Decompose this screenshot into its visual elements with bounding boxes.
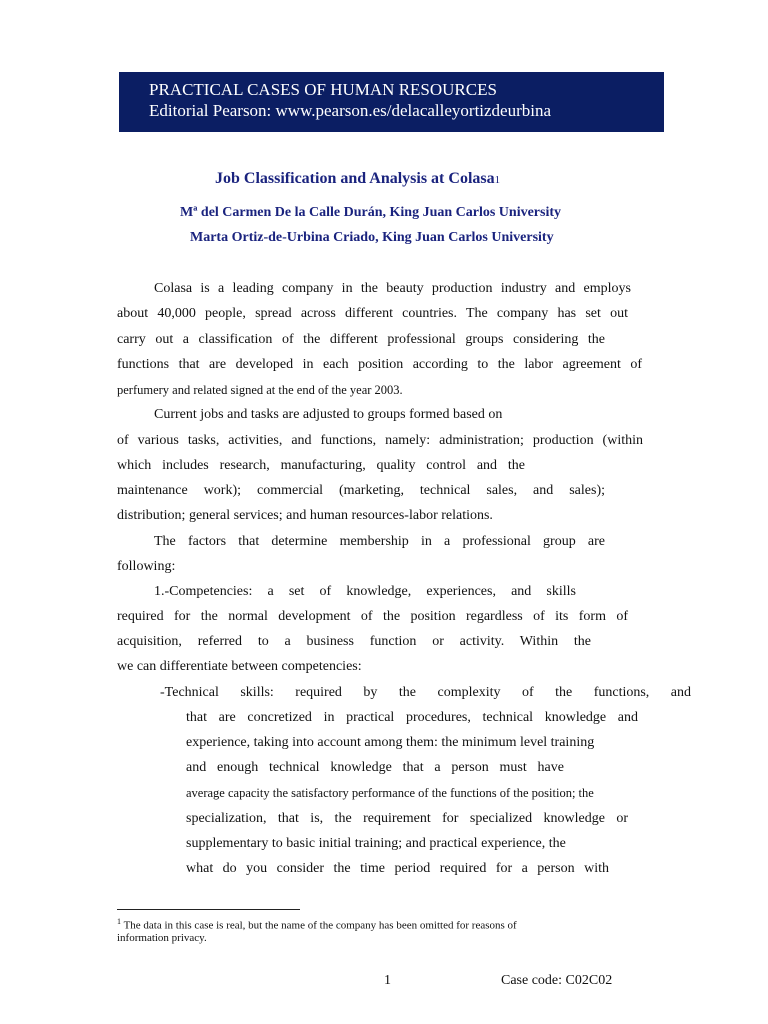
banner-publisher-line: Editorial Pearson: www.pearson.es/delacalleyortizdeurbina xyxy=(149,101,552,120)
body-line: average capacity the satisfactory performance of the functions of the position; the xyxy=(186,786,594,800)
case-code: Case code: C02C02 xyxy=(501,973,613,988)
body-line: 1.-Competencies: a set of knowledge, experiences, and skills xyxy=(154,584,576,599)
footnote-divider xyxy=(117,909,300,910)
body-line: perfumery and related signed at the end of the year 2003. xyxy=(117,383,403,397)
body-line: acquisition, referred to a business function or activity. Within the xyxy=(117,634,591,649)
body-line: what do you consider the time period required for a person with xyxy=(186,861,609,876)
body-line: which includes research, manufacturing, quality control and the xyxy=(117,458,525,473)
body-line: supplementary to basic initial training; and practical experience, the xyxy=(186,836,566,851)
body-line: maintenance work); commercial (marketing, technical sales, and sales); xyxy=(117,483,605,498)
footnote-mark: 1 xyxy=(117,917,121,926)
body-line: of various tasks, activities, and functions, namely: administration; production (within xyxy=(117,433,643,448)
body-line: required for the normal development of the position regardless of its form of xyxy=(117,609,628,624)
footnote-line-1 xyxy=(117,915,517,933)
body-line: we can differentiate between competencies: xyxy=(117,659,362,674)
page-number: 1 xyxy=(384,973,391,988)
body-line: that are concretized in practical procedures, technical knowledge and xyxy=(186,710,638,725)
author-1: Mª del Carmen De la Calle Durán, King Juan Carlos University xyxy=(180,205,562,220)
body-line: The factors that determine membership in a professional group are xyxy=(154,534,605,549)
body-line: carry out a classification of the different professional groups considering the xyxy=(117,332,605,347)
body-line: distribution; general services; and human resources-labor relations. xyxy=(117,508,493,523)
author-2: Marta Ortiz-de-Urbina Criado, King Juan Carlos University xyxy=(190,230,554,245)
body-line: functions that are developed in each position according to the labor agreement of xyxy=(117,357,642,372)
header-banner xyxy=(119,72,664,132)
banner-series-title: PRACTICAL CASES OF HUMAN RESOURCES xyxy=(149,80,497,99)
body-line: Colasa is a leading company in the beauty production industry and employs xyxy=(154,281,631,296)
footnote-line-2: information privacy. xyxy=(117,932,207,944)
body-line: Current jobs and tasks are adjusted to groups formed based on xyxy=(154,407,503,422)
title-text: Job Classification and Analysis at Colasa xyxy=(215,170,495,187)
body-line: specialization, that is, the requirement for specialized knowledge or xyxy=(186,811,628,826)
body-line: and enough technical knowledge that a person must have xyxy=(186,760,564,775)
title-footnote-mark: 1 xyxy=(494,174,501,186)
body-line: about 40,000 people, spread across different countries. The company has set out xyxy=(117,306,628,321)
body-line: experience, taking into account among them: the minimum level training xyxy=(186,735,595,750)
footnote-text: The data in this case is real, but the name of the company has been omitted for reasons of xyxy=(123,919,517,932)
body-line: following: xyxy=(117,559,176,574)
body-line: -Technical skills: required by the complexity of the functions, and xyxy=(160,685,691,700)
